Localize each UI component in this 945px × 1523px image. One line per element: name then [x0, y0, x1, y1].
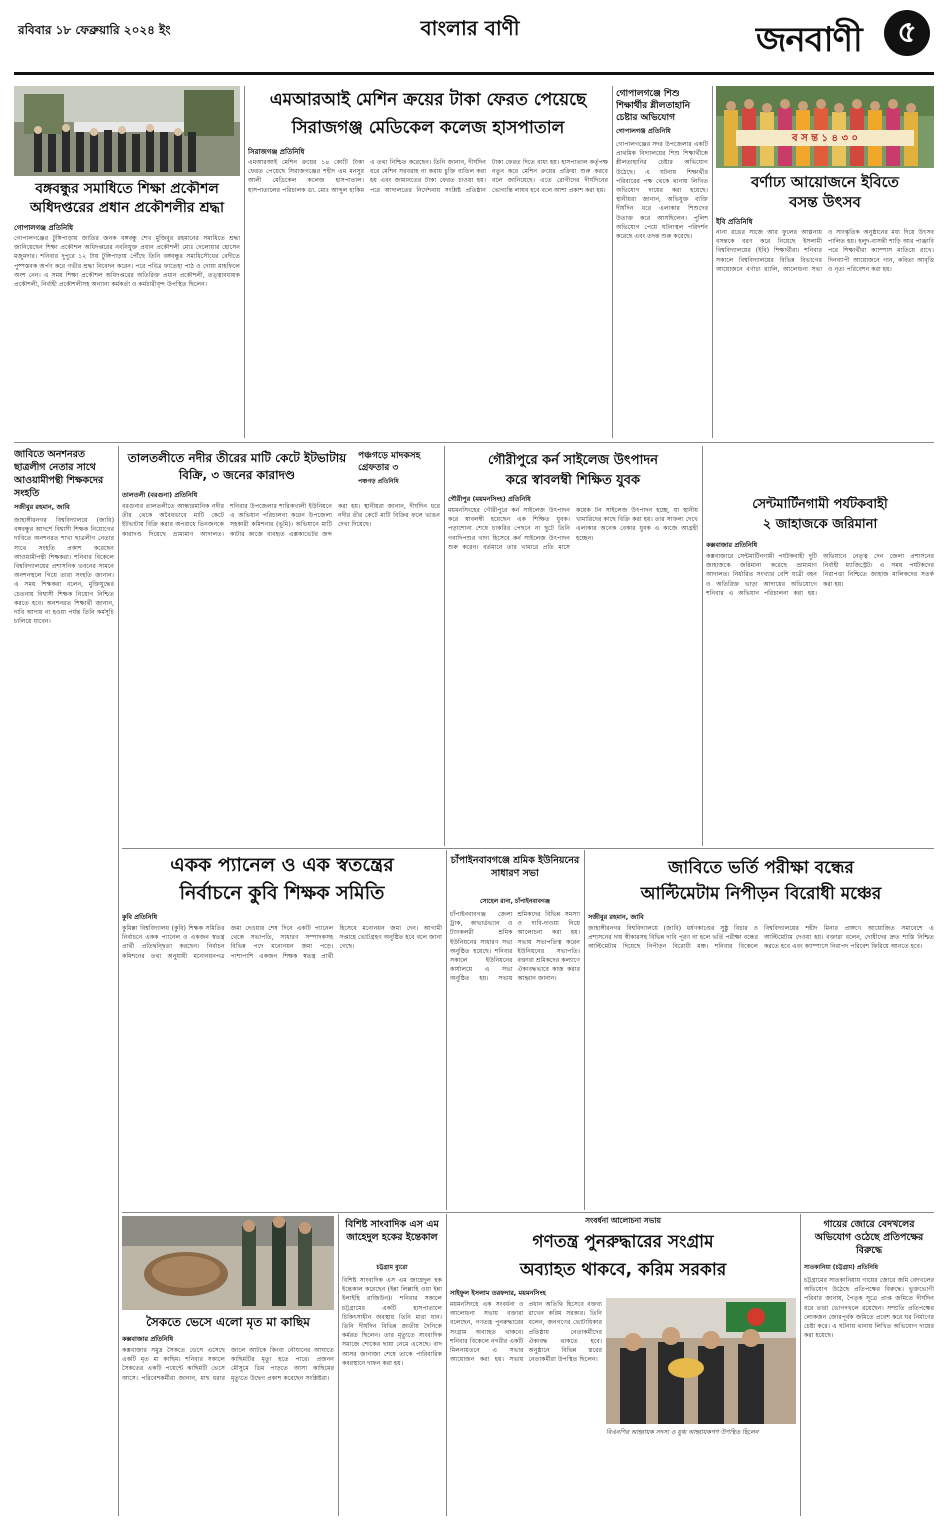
a11-body: চাঁপাইনবাবগঞ্জ জেলা ট্রাক, কাভার্ডভ্যান ও ট্যাংকলরী শ্রমিক ইউনিয়নের সাধারণ সভা অনুষ্ঠিত হয়েছে। শনিবার সকালে ইউনিয়নের কার্যালয়ে এ সভা অনুষ্ঠিত হয়। সভায় শ্রমিকদের বিভিন্ন সমস্যা ও দাবি-দাওয়া নিয়ে আলোচনা করা হয়। সভায় সভাপতিত্ব করেন ইউনিয়নের সভাপতি। বক্তারা শ্রমিকদের কল্যাণে ঐক্যবদ্ধভাবে কাজ করার আহ্বান জানান। [450, 911, 580, 983]
a2-headline-line1: এমআরআই মেশিন ক্রয়ের টাকা ফেরত পেয়েছে [269, 90, 587, 110]
a12-body: জাহাঙ্গীরনগর বিশ্ববিদ্যালয়ে (জাবি) ধর্ষণকাণ্ডের সুষ্ঠু বিচার ও প্রশাসনের দায় স্বীকারসহ বিভিন্ন দাবি পূরণ না হলে ভর্তি পরীক্ষা বন্ধের আল্টিমেটাম দিয়েছে নিপীড়ন বিরোধী মঞ্চ। শনিবার বিকেলে বিশ্ববিদ্যালয়ের শহীদ মিনার প্রাঙ্গণে আয়োজিত সমাবেশে এ আল্টিমেটাম দেওয়া হয়। বক্তারা বলেন, দোষীদের দ্রুত শাস্তি নিশ্চিত করতে হবে এবং ক্যাম্পাসে নিরাপদ পরিবেশ ফিরিয়ে আনতে হবে। [588, 925, 934, 951]
photo-mausoleum-tribute [14, 86, 240, 176]
masthead-date: রবিবার ১৮ ফেব্রুয়ারি ২০২৪ ইং [18, 23, 171, 37]
a3-byline: গোপালগঞ্জ প্রতিনিধি [616, 127, 671, 135]
a16-headline: গায়ের জোরে বেদখলের অভিযোগ ওঠেছে প্রতিপক্ষের বিরুদ্ধে [814, 1219, 924, 1256]
masthead-rule [14, 72, 934, 75]
divider [122, 1212, 934, 1213]
a8-byline: গৌরীপুর (ময়মনসিংহ) প্রতিনিধি [448, 495, 531, 503]
photo-dead-turtle-image [122, 1216, 334, 1310]
a9-byline: কক্সবাজার প্রতিনিধি [706, 541, 758, 549]
photo-dead-turtle [122, 1216, 334, 1310]
a13-headline: সৈকতে ভেসে এলো মৃত মা কাছিম [146, 1315, 310, 1329]
photo-reception-image [606, 1298, 796, 1424]
a5-headline: জাবিতে অনশনরত ছাত্রলীগ নেতার সাথে আওয়ামীপন্থী শিক্ষকদের সংহতি [14, 449, 104, 499]
a6-headline: তালতলীতে নদীর তীরের মাটি কেটে ইটভাটায় বিক্রি, ৩ জনের কারাদণ্ড [127, 451, 347, 482]
a14-byline: চট্টগ্রাম ব্যুরো [376, 1264, 408, 1271]
a15-byline: সাইফুল ইসলাম তরফদার, ময়মনসিংহ [450, 1289, 546, 1297]
a10-byline: কুবি প্রতিনিধি [122, 913, 158, 921]
a7-headline: পঞ্চগড়ে মাদকসহ গ্রেফতার ৩ [358, 451, 421, 473]
a6-body: বরগুনার তালতলীতে আন্ধারমানিক নদীর তীর থেকে অবৈধভাবে মাটি কেটে ইটভাটায় বিক্রি করার অপরাধে তিনজনকে কারাদণ্ড দিয়েছে ভ্রাম্যমাণ আদালত। শনিবার উপজেলার শারিকখালী ইউনিয়নে এ অভিযান পরিচালনা করেন উপজেলা সহকারী কমিশনার (ভূমি)। অভিযানে মাটি কাটার কাজে ব্যবহৃত এক্সকাভেটর জব্দ করা হয়। স্থানীয়রা জানান, দীর্ঘদিন ধরে নদীর তীর কেটে মাটি বিক্রির ফলে ভাঙন দেখা দিয়েছে। [122, 503, 440, 538]
a13-body: কক্সবাজার সমুদ্র সৈকতে ভেসে এসেছে একটি মৃত মা কাছিম। শনিবার সকালে সৈকতের একটি পয়েন্টে কাছিমটি ভেসে আসে। পরিবেশকর্মীরা জানান, মাছ ধরার জালে আটকে কিংবা নৌযানের আঘাতে কাছিমটির মৃত্যু হতে পারে। প্রজনন মৌসুমে ডিম পাড়তে আসা কাছিমের মৃত্যুতে উদ্বেগ প্রকাশ করেছেন সংশ্লিষ্টরা। [122, 1347, 334, 1382]
a11-headline: চাঁপাইনবাবগঞ্জে শ্রমিক ইউনিয়নের সাধারণ সভা [450, 855, 580, 879]
a12-headline-line2: আল্টিমেটাম নিপীড়ন বিরোধী মঞ্চের [640, 884, 882, 904]
a15-body: ময়মনসিংহে এক সংবর্ধনা ও আলোচনা সভায় বক্তারা বলেছেন, গণতন্ত্র পুনরুদ্ধারের সংগ্রাম অব্যাহত থাকবে। শনিবার বিকেলে নগরীর একটি মিলনায়তনে এ সভার আয়োজন করা হয়। সভায় প্রধান অতিথি হিসেবে বক্তব্য রাখেন করিম সরকার। তিনি বলেন, জনগণের ভোটাধিকার প্রতিষ্ঠায় নেতাকর্মীদের ঐক্যবদ্ধ থাকতে হবে। অনুষ্ঠানে বিভিন্ন স্তরের নেতাকর্মীরা উপস্থিত ছিলেন। [450, 1301, 602, 1364]
a8-body: ময়মনসিংহের গৌরীপুরে কর্ন সাইলেজ উৎপাদন করে স্বাবলম্বী হয়েছেন এক শিক্ষিত যুবক। পড়াশোনা শেষে চাকরির পেছনে না ছুটে তিনি গবাদিপশুর খাদ্য হিসেবে কর্ন সাইলেজ উৎপাদন শুরু করেন। বর্তমানে তার খামারে প্রতি মাসে কয়েক টন সাইলেজ উৎপাদন হচ্ছে, যা স্থানীয় খামারিদের কাছে বিক্রি করা হয়। তার সাফল্য দেখে এলাকার অনেক বেকার যুবক এ কাজে আগ্রহী হচ্ছেন। [448, 507, 698, 551]
divider [338, 1214, 339, 1516]
festival-banner-text: ব স ন্ত ১ ৪ ৩ ০ [792, 133, 858, 144]
a2-body: এমআরআই মেশিন ক্রয়ের ১৪ কোটি টাকা ফেরত পেয়েছে সিরাজগঞ্জের শহীদ এম মনসুর আলী মেডিকেল কলেজ হাসপাতাল। হাসপাতালের পরিচালক ডা. মোঃ আব্দুল হাকিম এ তথ্য নিশ্চিত করেছেন। তিনি জানান, দীর্ঘদিন ধরে মেশিন সরবরাহ না করায় চুক্তি বাতিল করা হয় এবং জামানতের টাকা ফেরত চাওয়া হয়। পরে আদালতের নির্দেশনায় সংশ্লিষ্ট প্রতিষ্ঠান টাকা ফেরত দিতে বাধ্য হয়। হাসপাতাল কর্তৃপক্ষ নতুন করে মেশিন ক্রয়ের প্রক্রিয়া শুরু করবে বলে জানিয়েছে। এতে রোগীদের দীর্ঘদিনের ভোগান্তি লাঘব হবে বলে আশা প্রকাশ করা হয়। [248, 159, 608, 194]
divider [122, 848, 934, 849]
a16-body: চট্টগ্রামের সাতকানিয়ায় গায়ের জোরে জমি বেদখলের অভিযোগ উঠেছে প্রতিপক্ষের বিরুদ্ধে। ভুক্তভোগী পরিবার জানায়, পৈতৃক সূত্রে প্রাপ্ত জমিতে দীর্ঘদিন ধরে তারা ভোগদখলে রয়েছেন। সম্প্রতি প্রতিপক্ষের লোকজন জোরপূর্বক জমিতে প্রবেশ করে ঘর নির্মাণের চেষ্টা করে। এ ঘটনায় থানায় লিখিত অভিযোগ দায়ের করা হয়েছে। [804, 1277, 934, 1340]
divider [118, 446, 119, 1516]
divider [446, 850, 447, 1210]
divider [446, 1214, 447, 1516]
logo-text: জনবাণী [756, 20, 862, 60]
a3-body: গোপালগঞ্জের সদর উপজেলার একটি প্রাথমিক বিদ্যালয়ের শিশু শিক্ষার্থীকে শ্লীলতাহানির চেষ্টার অভিযোগ উঠেছে। এ ঘটনায় শিক্ষার্থীর পরিবারের পক্ষ থেকে থানায় লিখিত অভিযোগ দায়ের করা হয়েছে। স্থানীয়রা জানান, অভিযুক্ত ব্যক্তি দীর্ঘদিন ধরে এলাকার শিশুদের উত্যক্ত করে আসছিলেন। পুলিশ অভিযোগ পেয়ে ঘটনাস্থল পরিদর্শন করেছে এবং তদন্ত শুরু করেছে। [616, 141, 708, 241]
page-number: ৫ [884, 10, 930, 56]
divider [14, 442, 934, 443]
a3-headline: গোপালগঞ্জে শিশু শিক্ষার্থীর শ্লীলতাহানি চেষ্টার অভিযোগ [616, 89, 691, 123]
a10-headline-line2: নির্বাচনে কুবি শিক্ষক সমিতি [179, 882, 385, 904]
a15-kicker: সংবর্ধনা আলোচনা সভায় [585, 1216, 661, 1225]
a9-headline-line2: ২ জাহাজকে জরিমানা [762, 517, 878, 532]
photo-mausoleum-image [14, 86, 240, 176]
a6-byline: তালতলী (বরগুনা) প্রতিনিধি [122, 491, 198, 499]
divider [712, 86, 713, 438]
a2-headline-line2: সিরাজগঞ্জ মেডিকেল কলেজ হাসপাতাল [291, 118, 565, 138]
a15-headline-line2: অব্যাহত থাকবে, করিম সরকার [519, 1260, 727, 1280]
a1-byline: গোপালগঞ্জ প্রতিনিধি [14, 224, 74, 232]
divider [584, 850, 585, 1210]
a13-byline: কক্সবাজার প্রতিনিধি [122, 1335, 174, 1343]
a9-body: কক্সবাজারে সেন্টমার্টিনগামী পর্যটকবাহী দুটি জাহাজকে জরিমানা করেছে ভ্রাম্যমাণ আদালত। নির্ধারিত সংখ্যার বেশি যাত্রী বহন ও অতিরিক্ত ভাড়া আদায়ের অভিযোগে শনিবার এ অভিযান পরিচালনা করা হয়। অভিযানে নেতৃত্ব দেন জেলা প্রশাসনের নির্বাহী ম্যাজিস্ট্রেট। এ সময় পর্যটকদের নিরাপত্তা নিশ্চিতে জাহাজ মালিকদের সতর্ক করা হয়। [706, 553, 934, 597]
a12-headline-line1: জাবিতে ভর্তি পরীক্ষা বন্ধের [668, 858, 854, 878]
divider [800, 1214, 801, 1516]
a11-byline: সোহেল রানা, চাঁপাইনবাবগঞ্জ [480, 898, 550, 905]
a9-headline-line1: সেন্টমার্টিনগামী পর্যটকবাহী [752, 497, 888, 512]
a15-caption: বিএনপির আহ্বায়ক সদস্য ও যুগ্ম আহ্বায়কগণ উপস্থিত ছিলেন [606, 1429, 759, 1436]
a2-byline: সিরাজগঞ্জ প্রতিনিধি [248, 148, 305, 156]
a16-byline: সাতকানিয়া (চট্টগ্রাম) প্রতিনিধি [804, 1264, 879, 1271]
a8-headline-line1: গৌরীপুরে কর্ন সাইলেজ উৎপাদন [488, 453, 658, 468]
a12-byline: সজীবুর রহমান, জাবি [588, 913, 644, 921]
a15-headline-line1: গণতন্ত্র পুনরুদ্ধারের সংগ্রাম [532, 1232, 714, 1252]
a10-headline-line1: একক প্যানেল ও এক স্বতন্ত্রের [170, 854, 394, 876]
masthead-paper-name: বাংলার বাণী [420, 16, 520, 40]
a14-headline: বিশিষ্ট সাংবাদিক এস এম জাহেদুল হকের ইন্তেকাল [345, 1219, 439, 1243]
a1-body: গোপালগঞ্জের টুঙ্গিপাড়ায় জাতির জনক বঙ্গবন্ধু শেখ মুজিবুর রহমানের সমাধিতে শ্রদ্ধা জানিয়েছেন শিক্ষা প্রকৌশল অধিদপ্তরের নবনিযুক্ত প্রধান প্রকৌশলী মোঃ দেলোয়ার হোসেন মজুমদার। শনিবার দুপুরে ১২ টায় টুঙ্গিপাড়ায় পৌঁছে তিনি বঙ্গবন্ধুর সমাধিসৌধের বেদীতে পুষ্পস্তবক অর্পণ করে গভীর শ্রদ্ধা নিবেদন করেন। পরে পবিত্র ফাতেহা পাঠ ও দোয়া মাহফিলে অংশ নেন। এ সময় শিক্ষা প্রকৌশল অধিদপ্তরের অতিরিক্ত প্রধান প্রকৌশলী, তত্ত্বাবধায়ক প্রকৌশলী, নির্বাহী প্রকৌশলীসহ অন্যান্য কর্মকর্তা ও কর্মচারীবৃন্দ উপস্থিত ছিলেন। [14, 235, 240, 289]
a4-body: নানা রঙের সাজে আর ফুলের আল্পনায় বসন্তকে বরণ করে নিয়েছে ইসলামী বিশ্ববিদ্যালয়ের (ইবি) শিক্ষার্থীরা। শনিবার সকালে বিশ্ববিদ্যালয়ের বিভিন্ন বিভাগের আয়োজনে বর্ণাঢ্য র‍্যালি, আলোচনা সভা ও সাংস্কৃতিক অনুষ্ঠানের মধ্য দিয়ে উৎসব পালিত হয়। হলুদ-বাসন্তী শাড়ি আর পাঞ্জাবি পরে শিক্ষার্থীরা ক্যাম্পাস মাতিয়ে রাখে। দিনব্যাপী আয়োজনে গান, কবিতা আবৃত্তি ও নৃত্য পরিবেশন করা হয়। [716, 229, 934, 273]
divider [444, 446, 445, 846]
photo-spring-festival [716, 86, 934, 168]
a5-byline: সজীবুর রহমান, জাবি [14, 503, 70, 511]
masthead [0, 0, 945, 82]
divider [244, 86, 245, 438]
logo [756, 8, 936, 68]
photo-reception-meeting [606, 1298, 796, 1424]
a1-headline: বঙ্গবন্ধুর সমাধিতে শিক্ষা প্রকৌশল অধিদপ্তরের প্রধান প্রকৌশলীর শ্রদ্ধা [30, 181, 224, 216]
a5-body: জাহাঙ্গীরনগর বিশ্ববিদ্যালয়ে (জাবি) বঙ্গবন্ধুর আদর্শে বিশ্বাসী শিক্ষক নিয়োগের দাবিতে অনশনরত শাখা ছাত্রলীগ নেতার সাথে সংহতি প্রকাশ করেছেন আওয়ামীপন্থী শিক্ষকরা। শনিবার বিকেলে বিশ্ববিদ্যালয়ের প্রশাসনিক ভবনের সামনে অনশনস্থলে গিয়ে তারা সংহতি জানান। এ সময় শিক্ষকরা বলেন, মুক্তিযুদ্ধের চেতনায় বিশ্বাসী শিক্ষক নিয়োগ নিশ্চিত করতে হবে। অনশনরত শিক্ষার্থী জানান, দাবি আদায় না হওয়া পর্যন্ত তিনি কর্মসূচি চালিয়ে যাবেন। [14, 517, 114, 626]
a14-body: বিশিষ্ট সাংবাদিক এস এম জাহেদুল হক ইন্তেকাল করেছেন (ইন্না লিল্লাহি ওয়া ইন্না ইলাইহি রাজিউন)। শনিবার সকালে চট্টগ্রামের একটি হাসপাতালে চিকিৎসাধীন অবস্থায় তিনি মারা যান। তিনি দীর্ঘদিন বিভিন্ন জাতীয় দৈনিকে কর্মরত ছিলেন। তার মৃত্যুতে সাংবাদিক সমাজে শোকের ছায়া নেমে এসেছে। বাদ আসর জানাজা শেষে তাকে পারিবারিক কবরস্থানে দাফন করা হয়। [342, 1277, 442, 1367]
a8-headline-line2: করে স্বাবলম্বী শিক্ষিত যুবক [505, 473, 641, 488]
a4-headline-line1: বর্ণাঢ্য আয়োজনে ইবিতে [751, 173, 899, 191]
a4-byline: ইবি প্রতিনিধি [716, 218, 753, 226]
a10-body: কুমিল্লা বিশ্ববিদ্যালয় (কুবি) শিক্ষক সমিতির নির্বাচনে একক প্যানেল ও একজন স্বতন্ত্র প্রার্থী প্রতিদ্বন্দ্বিতা করছেন। নির্বাচন কমিশনের তথ্য অনুযায়ী মনোনয়নপত্র জমা দেওয়ার শেষ দিনে একটি প্যানেল থেকে সভাপতি, সাধারণ সম্পাদকসহ বিভিন্ন পদে মনোনয়ন জমা পড়ে। পাশাপাশি একজন শিক্ষক স্বতন্ত্র প্রার্থী হিসেবে মনোনয়ন জমা দেন। আগামী সপ্তাহে ভোটগ্রহণ অনুষ্ঠিত হবে বলে জানা গেছে। [122, 925, 442, 960]
a4-headline-line2: বসন্ত উৎসব [789, 193, 861, 211]
photo-spring-festival-image [716, 86, 934, 168]
a7-byline: পঞ্চগড় প্রতিনিধি [358, 478, 399, 485]
divider [702, 446, 703, 846]
divider [612, 86, 613, 438]
